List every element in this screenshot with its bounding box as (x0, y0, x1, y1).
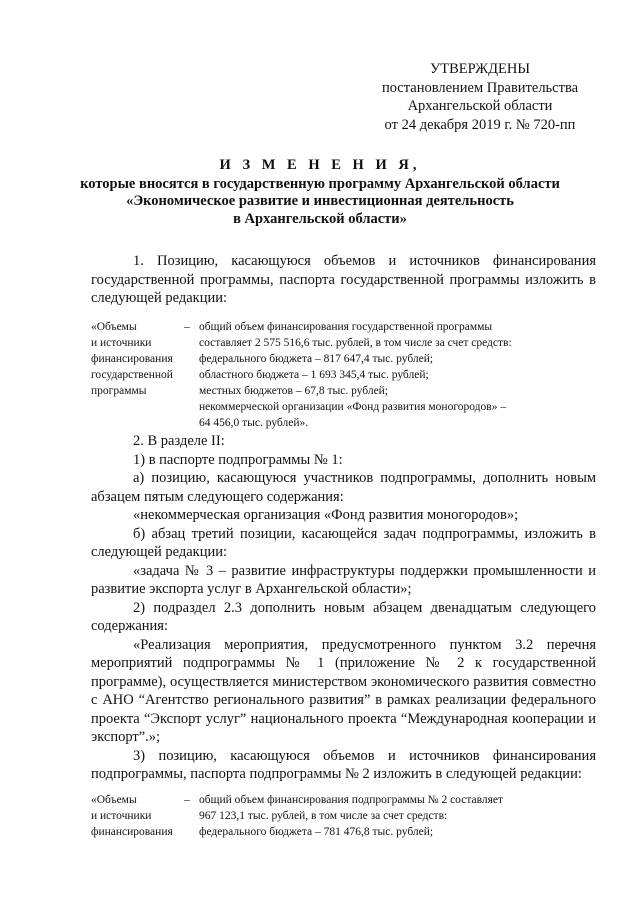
table-1-value: 64 456,0 тыс. рублей». (199, 417, 309, 429)
title-changes: И З М Е Н Е Н И Я, (219, 157, 421, 173)
approval-line-3: Архангельской области (407, 98, 553, 114)
table-2-dash: – (184, 794, 190, 806)
table-1-value: федерального бюджета – 817 647,4 тыс. рублей; (199, 353, 434, 365)
subsection-2: 2) подраздел 2.3 дополнить новым абзацем двенадцатым следующего содержания: (91, 599, 596, 634)
table-1-label: программы (91, 385, 147, 397)
section-1-text: 1. Позицию, касающуюся объемов и источников финансирования государственной программы, паспорта государственной программы изложить в следующей редакции: (91, 253, 596, 306)
table-1-value: местных бюджетов – 67,8 тыс. рублей; (199, 385, 389, 397)
subsection-3: 3) позицию, касающуюся объемов и источников финансирования подпрограммы, паспорта подпрограммы № 2 изложить в следующей редакции: (91, 747, 596, 782)
quote-a: «некоммерческая организация «Фонд развития моногородов»; (133, 507, 519, 523)
table-2-value: федерального бюджета – 781 476,8 тыс. рублей; (199, 826, 434, 838)
table-2-values (199, 792, 544, 840)
approval-title: УТВЕРЖДЕНЫ (429, 61, 531, 77)
table-2-label: «Объемы (91, 794, 137, 806)
table-1-label: государственной (91, 369, 173, 381)
approval-line-2: постановлением Правительства (381, 79, 579, 96)
item-a: а) позицию, касающуюся участников подпрограммы, дополнить новым абзацем пятым следующего содержания: (91, 470, 596, 505)
approval-line-4: от 24 декабря 2019 г. № 720-пп (384, 116, 576, 133)
table-2-labels (91, 792, 175, 840)
table-1-value: общий объем финансирования государственной программы (199, 321, 493, 333)
table-2-label: финансирования (91, 826, 173, 838)
section-1 (91, 252, 596, 308)
section-2 (91, 432, 596, 784)
table-1-dash: – (184, 321, 190, 333)
table-2-label: и источники (91, 810, 152, 822)
financing-table-1 (91, 319, 596, 431)
table-1-label: и источники (91, 337, 152, 349)
quote-2: «Реализация мероприятия, предусмотренного пунктом 3.2 перечня мероприятий подпрограммы № 1 (приложение № 2 к государственной программе), осуществляется министерством экономического развития совместно с АНО “Агентство регионального развития” в рамках реализации федерального проекта “Экспорт услуг” национального проекта “Международная кооперации и экспорт”.»; (91, 636, 596, 745)
table-2-value: 967 123,1 тыс. рублей, в том числе за счет средств: (199, 810, 448, 822)
section-2-heading: 2. В разделе II: (133, 433, 225, 449)
table-2-value: общий объем финансирования подпрограммы № 2 составляет (199, 794, 504, 806)
table-1-label: финансирования (91, 353, 173, 365)
title-line-3: в Архангельской области» (233, 210, 407, 227)
title-line-2: «Экономическое развитие и инвестиционная деятельность (126, 193, 514, 209)
item-b: б) абзац третий позиции, касающейся задач подпрограммы, изложить в следующей редакции: (91, 525, 596, 560)
quote-b: «задача № 3 – развитие инфраструктуры поддержки промышленности и развитие экспорта услуг в Архангельской области»; (91, 562, 596, 597)
table-1-label: «Объемы (91, 321, 137, 333)
title-line-1: которые вносятся в государственную программу Архангельской области (80, 175, 560, 192)
financing-table-2 (91, 792, 596, 840)
table-1-value: составляет 2 575 516,6 тыс. рублей, в том числе за счет средств: (199, 337, 512, 349)
subsection-1: 1) в паспорте подпрограммы № 1: (133, 451, 343, 468)
table-1-value: некоммерческой организации «Фонд развития моногородов» – (199, 401, 507, 413)
table-1-labels (91, 319, 175, 431)
table-1-value: областного бюджета – 1 693 345,4 тыс. рублей; (199, 369, 429, 381)
table-1-values (199, 319, 544, 431)
document-title (40, 157, 600, 228)
approval-block (360, 60, 600, 134)
